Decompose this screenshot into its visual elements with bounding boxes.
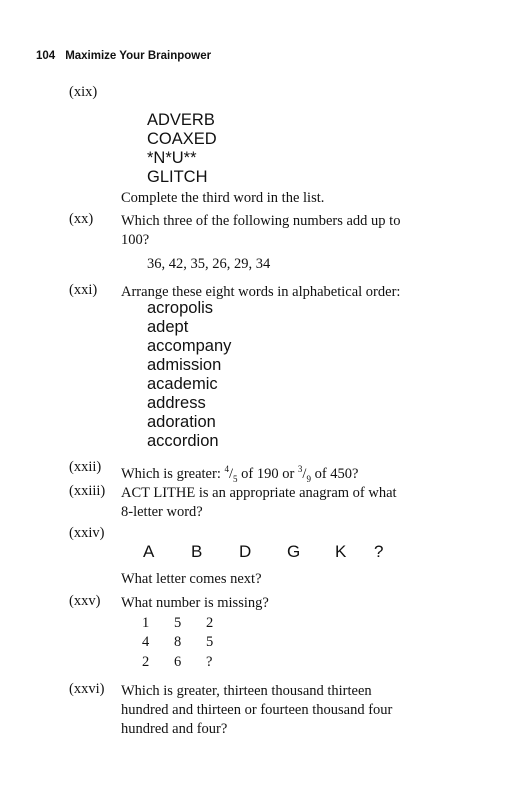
number-grid-row xyxy=(142,615,238,632)
word-item: academic xyxy=(147,375,218,393)
question-text-part: of 190 or xyxy=(237,465,298,482)
question-number-xxi: (xxi) xyxy=(69,282,98,298)
page-number: 104 xyxy=(36,50,56,62)
word-item: ADVERB xyxy=(147,111,215,129)
grid-cell: ? xyxy=(206,654,213,670)
question-number-xxvi: (xxvi) xyxy=(69,681,105,697)
question-text-part: of 450? xyxy=(310,465,359,482)
question-number-xx: (xx) xyxy=(69,211,94,227)
word-item: acropolis xyxy=(147,299,214,317)
question-text-xxvi-line2: hundred and thirteen or fourteen thousand four xyxy=(121,702,393,718)
number-grid-row xyxy=(142,654,238,671)
fraction-denominator: 5 xyxy=(233,473,238,484)
sequence-letter: K xyxy=(335,542,347,561)
number-grid-row xyxy=(142,634,238,651)
word-item: adoration xyxy=(147,413,216,431)
fraction-numerator: 4 xyxy=(224,464,229,474)
sequence-letter: ? xyxy=(374,542,384,561)
question-text-xxiv: What letter comes next? xyxy=(121,571,262,587)
question-number-xxiii: (xxiii) xyxy=(69,483,106,499)
question-number-xxv: (xxv) xyxy=(69,593,101,609)
word-item: adept xyxy=(147,318,189,336)
question-text-xxiii-line1: ACT LITHE is an appropriate anagram of what xyxy=(121,485,397,501)
fraction-denominator: 9 xyxy=(306,473,311,484)
question-text-xxvi-line3: hundred and four? xyxy=(121,721,228,737)
running-head xyxy=(36,50,211,62)
number-list: 36, 42, 35, 26, 29, 34 xyxy=(147,256,271,272)
letter-sequence xyxy=(143,542,422,562)
question-number-xxii: (xxii) xyxy=(69,459,102,475)
word-item: GLITCH xyxy=(147,168,208,186)
running-title: Maximize Your Brainpower xyxy=(65,50,212,62)
grid-cell: 2 xyxy=(206,615,214,631)
question-text-xx-line2: 100? xyxy=(121,232,150,248)
word-item: accordion xyxy=(147,432,219,450)
word-item: admission xyxy=(147,356,222,374)
question-text-xxvi-line1: Which is greater, thirteen thousand thirteen xyxy=(121,683,372,699)
fraction: $^4/_5$ xyxy=(224,464,238,484)
grid-cell: 2 xyxy=(142,654,150,670)
grid-cell: 8 xyxy=(174,634,182,650)
question-text-xxiii-line2: 8-letter word? xyxy=(121,504,203,520)
question-text-part: Which is greater: xyxy=(121,465,225,482)
grid-cell: 1 xyxy=(142,615,150,631)
grid-cell: 5 xyxy=(206,634,214,650)
grid-cell: 4 xyxy=(142,634,150,650)
question-number-xix: (xix) xyxy=(69,84,98,100)
fraction: $^3/_9$ xyxy=(297,464,311,484)
sequence-letter: A xyxy=(143,542,155,561)
question-text-xx-line1: Which three of the following numbers add up to xyxy=(121,213,401,229)
word-item: address xyxy=(147,394,206,412)
word-item: accompany xyxy=(147,337,232,355)
question-number-xxiv: (xxiv) xyxy=(69,525,105,541)
grid-cell: 5 xyxy=(174,615,182,631)
sequence-letter: G xyxy=(287,542,301,561)
word-item: *N*U** xyxy=(147,149,197,167)
word-item: COAXED xyxy=(147,130,217,148)
sequence-letter: D xyxy=(239,542,252,561)
question-text-xxi: Arrange these eight words in alphabetical order: xyxy=(121,284,401,300)
fraction-numerator: 3 xyxy=(297,464,303,474)
question-text-xix: Complete the third word in the list. xyxy=(121,190,325,206)
grid-cell: 6 xyxy=(174,654,182,670)
sequence-letter: B xyxy=(191,542,203,561)
question-text-xxv: What number is missing? xyxy=(121,595,269,611)
